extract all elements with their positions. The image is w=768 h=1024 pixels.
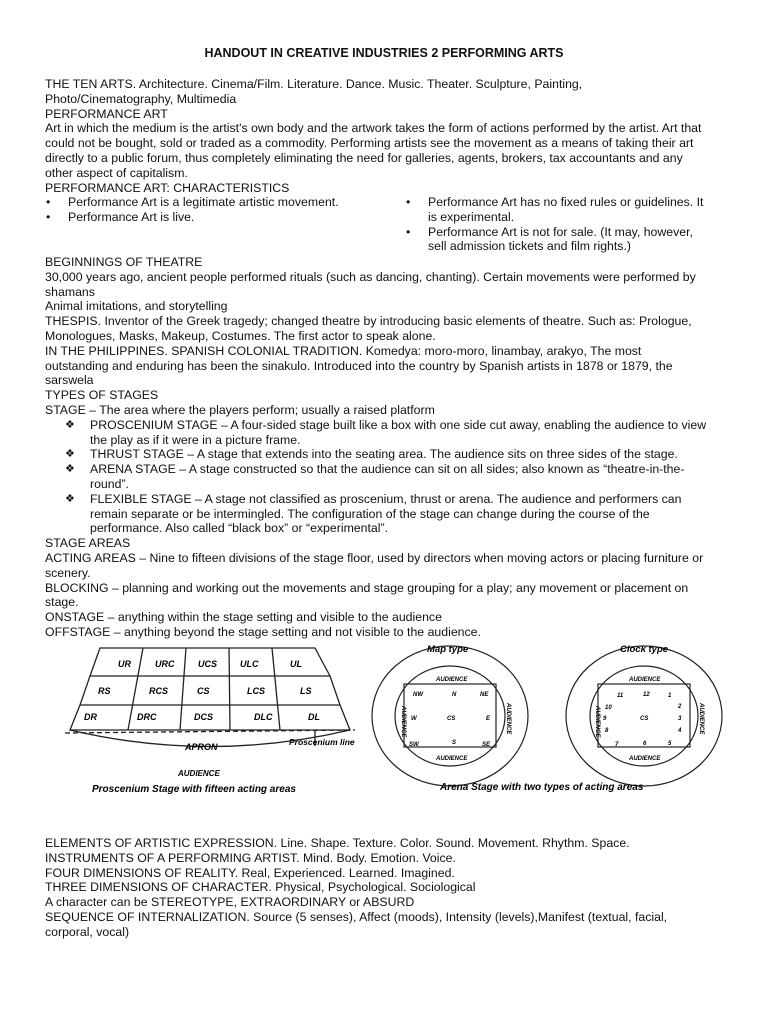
elements-text: INSTRUMENTS OF A PERFORMING ARTIST. Mind. Body. Emotion. Voice.	[45, 850, 456, 865]
area-label: RS	[98, 686, 111, 696]
area-label: RCS	[149, 686, 169, 696]
area-label: LCS	[247, 686, 265, 696]
proscenium-line-label: Proscenium line	[289, 737, 355, 747]
bullet-icon: •	[406, 195, 411, 209]
theatre-text: 30,000 years ago, ancient people performed rituals (such as dancing, chanting). Certain movements were performed by	[45, 269, 696, 284]
area-label: CS	[197, 686, 210, 696]
arena-caption: Arena Stage with two types of acting areas	[440, 782, 644, 793]
bullet-icon: •	[46, 195, 51, 209]
intro-section	[45, 77, 725, 195]
list-item: ❖ FLEXIBLE STAGE – A stage not classified as proscenium, thrust or arena. The audience and performers can remain separate or be intermingled. The configuration of the stage can change during the course of the performance. Also called “black box” or “experimental”.	[65, 491, 682, 536]
list-item: ❖ THRUST STAGE – A stage that extends into the seating area. The audience sits on three sides of the stage.	[65, 447, 678, 462]
audience-label: AUDIENCE	[698, 703, 704, 735]
list-item: ❖ ARENA STAGE – A stage constructed so that the audience can sit on all sides; also known as “theatre-in-the- round”.	[65, 462, 685, 491]
clock-area-label: 11	[617, 693, 624, 699]
bullet-icon: •	[46, 209, 51, 224]
area-label: LS	[300, 686, 312, 696]
theatre-heading: BEGINNINGS OF THEATRE	[45, 255, 203, 269]
area-label: DCS	[194, 712, 214, 722]
area-label: UR	[118, 659, 131, 669]
audience-label: AUDIENCE	[436, 756, 468, 762]
audience-label: AUDIENCE	[505, 703, 511, 735]
list-item: • Performance Art is live.	[46, 209, 195, 224]
stage-areas-text: scenery.	[45, 565, 91, 580]
elements-text: FOUR DIMENSIONS OF REALITY. Real, Experienced. Learned. Imagined.	[45, 865, 455, 880]
audience-label: AUDIENCE	[178, 769, 220, 778]
diamond-bullet-icon: ❖	[65, 448, 75, 461]
area-label: DRC	[137, 712, 157, 722]
elements-text: corporal, vocal)	[45, 924, 130, 939]
elements-text: A character can be STEREOTYPE, EXTRAORDINARY or ABSURD	[45, 895, 415, 910]
clock-area-label: 6	[643, 741, 647, 747]
map-area-label: W	[411, 716, 417, 722]
diamond-bullet-icon: ❖	[65, 418, 75, 431]
clock-area-label: CS	[640, 716, 649, 722]
theatre-text: IN THE PHILIPPINES. SPANISH COLONIAL TRADITION. Komedya: moro-moro, linambay, arakyo, The most	[45, 343, 642, 358]
clock-area-label: 2	[678, 704, 682, 710]
theatre-text: outstanding and enduring has been the sinakulo. Introduced into the country by Spanish artists in 1878 or 1879, the	[45, 358, 673, 373]
characteristics-right-column	[405, 195, 720, 254]
list-item: • Performance Art has no fixed rules or guidelines. It is experimental.	[406, 195, 704, 224]
elements-section	[45, 836, 725, 940]
characteristics-left-column	[45, 195, 375, 225]
area-label: UL	[290, 659, 302, 669]
theatre-text: Monologues, Masks, Makeup, Costumes. The first actor to speak alone.	[45, 328, 436, 343]
theatre-text: THESPIS. Inventor of the Greek tragedy; changed theatre by introducing basic elements of theatre. Such as: Prologue,	[45, 314, 692, 329]
area-label: DLC	[254, 712, 273, 722]
stage-areas-text: ONSTAGE – anything within the stage setting and visible to the audience	[45, 610, 442, 625]
apron-label: APRON	[185, 742, 218, 752]
map-area-label: SW	[409, 742, 419, 748]
audience-label: AUDIENCE	[594, 706, 600, 738]
elements-text: SEQUENCE OF INTERNALIZATION. Source (5 senses), Affect (moods), Intensity (levels),Manifest (textual, facial,	[45, 909, 668, 924]
audience-label: AUDIENCE	[436, 677, 468, 683]
list-item: • Performance Art is not for sale. (It may, however, sell admission tickets and film rights.)	[406, 224, 693, 254]
clock-area-label: 1	[668, 693, 672, 699]
map-type-title: Map type	[427, 644, 469, 655]
stage-areas-text: BLOCKING – planning and working out the movements and stage grouping for a play; any movement or placement on	[45, 580, 689, 595]
list-item: ❖ PROSCENIUM STAGE – A four-sided stage built like a box with one side cut away, enabling the audience to view the play as if it were in a picture frame.	[65, 417, 707, 447]
document-title: HANDOUT IN CREATIVE INDUSTRIES 2 PERFORMING ARTS	[204, 46, 564, 60]
elements-text: ELEMENTS OF ARTISTIC EXPRESSION. Line. Shape. Texture. Color. Sound. Movement. Rhythm. Space.	[45, 836, 630, 850]
clock-area-label: 5	[668, 741, 672, 747]
area-label: DR	[84, 712, 97, 722]
bullet-icon: •	[406, 224, 411, 239]
audience-label: AUDIENCE	[629, 756, 661, 762]
performance-art-text: Art in which the medium is the artist's own body and the artwork takes the form of actions performed by the artist. Art that	[45, 121, 702, 136]
clock-area-label: 8	[605, 728, 609, 734]
clock-area-label: 12	[643, 692, 650, 698]
map-area-label: NE	[480, 692, 489, 698]
audience-label: AUDIENCE	[400, 706, 406, 738]
area-label: ULC	[240, 659, 259, 669]
performance-art-text: other aspect of capitalism.	[45, 165, 188, 180]
clock-area-label: 4	[678, 728, 682, 734]
theatre-text: sarswela	[45, 373, 94, 388]
diamond-bullet-icon: ❖	[65, 492, 75, 505]
stage-types-list	[65, 418, 725, 536]
ten-arts-line-2: Photo/Cinematography, Multimedia	[45, 91, 237, 106]
theatre-text: shamans	[45, 284, 95, 299]
map-area-label: NW	[413, 692, 423, 698]
map-area-label: CS	[447, 716, 456, 722]
theatre-section	[45, 255, 725, 640]
map-area-label: E	[486, 716, 491, 722]
clock-type-title: Clock type	[620, 644, 669, 655]
clock-area-label: 9	[603, 716, 607, 722]
diamond-bullet-icon: ❖	[65, 463, 75, 476]
performance-art-heading: PERFORMANCE ART	[45, 106, 168, 121]
performance-art-text: directly to a public forum, thus completely eliminating the need for galleries, agents, brokers, tax accountants and any	[45, 150, 683, 165]
stage-areas-text: stage.	[45, 595, 79, 610]
area-label: UCS	[198, 659, 218, 669]
area-label: DL	[308, 712, 320, 722]
clock-area-label: 7	[615, 742, 619, 748]
stage-definition: STAGE – The area where the players perform; usually a raised platform	[45, 402, 435, 417]
stage-areas-text: OFFSTAGE – anything beyond the stage setting and not visible to the audience.	[45, 624, 481, 639]
clock-area-label: 10	[605, 705, 612, 711]
ten-arts-line: THE TEN ARTS. Architecture. Cinema/Film. Literature. Dance. Music. Theater. Sculpture, Painting,	[45, 77, 583, 91]
theatre-text: Animal imitations, and storytelling	[45, 299, 228, 314]
stage-areas-text: ACTING AREAS – Nine to fifteen divisions of the stage floor, used by directors when moving actors or placing furniture or	[45, 550, 704, 565]
stage-areas-heading: STAGE AREAS	[45, 536, 131, 551]
clock-area-label: 3	[678, 716, 682, 722]
map-area-label: S	[452, 740, 457, 746]
map-area-label: SE	[482, 742, 491, 748]
list-item: • Performance Art is a legitimate artistic movement.	[46, 195, 339, 209]
stages-heading: TYPES OF STAGES	[45, 388, 159, 403]
audience-label: AUDIENCE	[629, 677, 661, 683]
map-area-label: N	[452, 692, 457, 698]
proscenium-caption: Proscenium Stage with fifteen acting areas	[92, 784, 296, 795]
characteristics-heading: PERFORMANCE ART: CHARACTERISTICS	[45, 180, 290, 195]
area-label: URC	[155, 659, 175, 669]
performance-art-text: could not be bought, sold or traded as a commodity. Performing artists see the movement as a means of taking their art	[45, 136, 694, 151]
elements-text: THREE DIMENSIONS OF CHARACTER. Physical, Psychological. Sociological	[45, 880, 476, 895]
stage-diagrams	[40, 638, 740, 803]
